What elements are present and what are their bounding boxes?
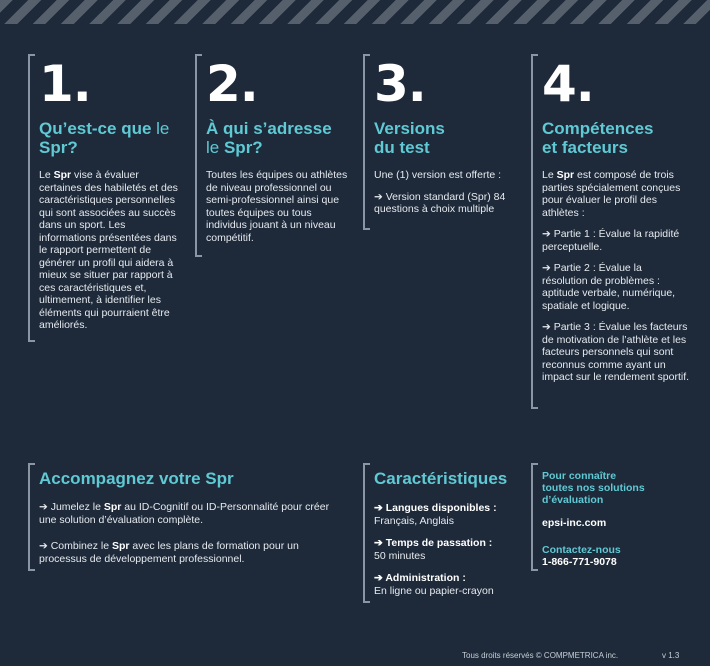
accompagnez-item-1-bold: Spr [103,501,122,513]
section-4-number: 4. [542,55,594,113]
copyright-text: Tous droits réservés © COMPMETRICA inc. [462,651,619,660]
caracteristiques-bracket [363,463,365,603]
caracteristiques-section [374,469,524,606]
contact-intro-line3: d’évaluation [542,494,604,506]
caracteristiques-item [374,537,524,562]
contact-block [542,544,692,568]
section-4-body [542,169,690,384]
section-4-title-line2: et facteurs [542,138,628,157]
contact-label: Contactez-nous [542,544,621,556]
contact-intro [542,470,692,506]
contact-intro-line2: toutes nos solutions [542,482,645,494]
contact-intro-line1: Pour connaître [542,470,617,482]
section-1-text-bold: Spr [53,169,72,181]
section-2-body [206,169,351,244]
section-3-number: 3. [374,55,426,113]
section-1-text-post: vise à évaluer certaines des habiletés et des caractéristiques personnelles qui sont associées au succès dans un sport. Les informations présentées dans le rapport permettent de générer un profil qui aidera à mieux se situer par rapport à ces caractéristiques et, ultimement, à identifier les éléments qui pourraient être améliorés. [39,169,178,331]
caracteristiques-list [374,502,524,597]
caracteristiques-item-1-label: ➔ Langues disponibles : [374,502,497,514]
section-1-body [39,169,184,332]
section-3-text-2: ➔ Version standard (Spr) 84 questions à choix multiple [374,190,506,215]
section-1-title [39,119,184,157]
section-2-title [206,119,351,157]
version-text: v 1.3 [662,651,680,660]
section-3-title-line2: du test [374,138,430,157]
section-4-text-1-bold: Spr [556,169,575,181]
caracteristiques-item-3-value: En ligne ou papier-crayon [374,584,494,597]
accompagnez-body [39,501,339,565]
contact-section [542,470,692,579]
section-4-title-line1: Compétences [542,119,654,138]
website-link[interactable]: epsi-inc.com [542,517,607,529]
caracteristiques-item [374,572,524,597]
section-1-text-pre: Le [39,169,54,181]
section-1 [39,55,184,341]
caracteristiques-item [374,502,524,527]
caracteristiques-item-3-label: ➔ Administration : [374,572,466,584]
phone-number[interactable]: 1-866-771-9078 [542,556,617,568]
section-3 [374,55,519,225]
section-3-text-1: Une (1) version est offerte : [374,169,502,181]
section-1-title-part3: Spr? [39,138,78,157]
accompagnez-item-2-bold: Spr [112,540,130,552]
contact-bracket [531,463,533,571]
section-4 [542,55,690,393]
section-4-text-2: ➔ Partie 1 : Évalue la rapidité perceptuelle. [542,228,680,253]
section-2-title-part1: À qui s’adresse [206,119,332,138]
section-4-title [542,119,690,157]
section-2-text: Toutes les équipes ou athlètes de niveau professionnel ou semi-professionnel ainsi que toutes équipes ou tous individus jouant à un niveau compétitif. [206,169,348,244]
caracteristiques-item-2-label: ➔ Temps de passation : [374,537,493,549]
section-4-text-3: ➔ Partie 2 : Évalue la résolution de problèmes : aptitude verbale, numérique, spatiale et logique. [542,262,676,312]
section-2-title-part2: le [206,138,224,157]
accompagnez-item-2-post: avec les plans de formation pour un processus de développement professionnel. [39,540,299,565]
section-2-number: 2. [206,55,258,113]
accompagnez-item-2-pre: ➔ Combinez le [39,540,112,552]
section-2 [206,55,351,253]
accompagnez-title: Accompagnez votre Spr [39,469,234,488]
section-4-text-4: ➔ Partie 3 : Évalue les facteurs de motivation de l’athlète et les facteurs personnels qui sont reconnus comme ayant un impact sur le rendement sportif. [542,321,690,383]
section-4-text-1-pre: Le [542,169,557,181]
section-1-bracket [28,54,30,342]
section-2-title-part3: Spr? [223,138,263,157]
header-stripes [0,0,710,24]
section-3-title-line1: Versions [374,119,445,138]
section-1-number: 1. [39,55,91,113]
accompagnez-section [39,469,339,574]
section-1-title-part2: le [156,119,170,138]
section-3-body [374,169,519,216]
section-3-bracket [363,54,365,230]
accompagnez-item-1-post: au ID-Cognitif ou ID-Personnalité pour créer une solution d’évaluation complète. [39,501,330,526]
section-2-bracket [195,54,197,257]
accompagnez-item-1-pre: ➔ Jumelez le [39,501,104,513]
caracteristiques-item-1-value: Français, Anglais [374,514,454,527]
section-3-title [374,119,519,157]
section-4-text-1-post: est composé de trois parties spécialement conçues pour évaluer le profil des athlètes : [542,169,681,219]
caracteristiques-item-2-value: 50 minutes [374,549,426,562]
accompagnez-bracket [28,463,30,571]
caracteristiques-title: Caractéristiques [374,469,508,488]
section-1-title-part1: Qu’est-ce que [39,119,157,138]
section-4-bracket [531,54,533,409]
